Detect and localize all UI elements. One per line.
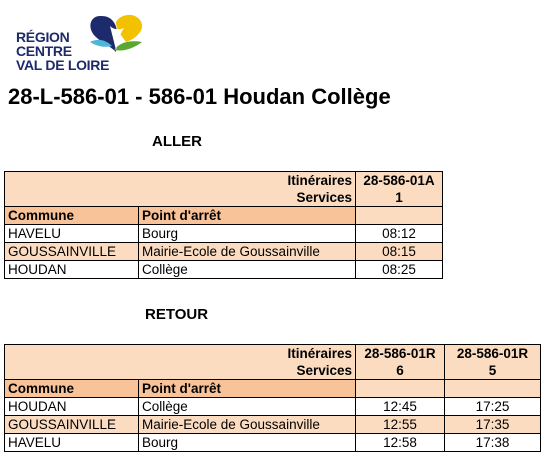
page-title: 28-L-586-01 - 586-01 Houdan Collège xyxy=(8,84,391,109)
service-number: 1 xyxy=(356,189,443,207)
service-number: 5 xyxy=(445,362,541,380)
commune-cell: HAVELU xyxy=(5,225,139,243)
arret-header: Point d'arrêt xyxy=(139,207,356,225)
aller-heading: ALLER xyxy=(152,133,202,150)
itineraire-code: 28-586-01R xyxy=(356,345,445,363)
commune-cell: HOUDAN xyxy=(5,398,139,416)
time-cell: 08:25 xyxy=(356,261,443,279)
arret-cell: Collège xyxy=(139,398,356,416)
itineraire-code: 28-586-01R xyxy=(445,345,541,363)
arret-cell: Collège xyxy=(139,261,356,279)
commune-header: Commune xyxy=(5,207,139,225)
arret-cell: Bourg xyxy=(139,225,356,243)
time-cell: 08:15 xyxy=(356,243,443,261)
arret-header: Point d'arrêt xyxy=(139,380,356,398)
column-header-row xyxy=(5,380,541,398)
arret-cell: Mairie-Ecole de Goussainville xyxy=(139,416,356,434)
retour-heading: RETOUR xyxy=(145,306,209,323)
table-row xyxy=(5,243,443,261)
table-row xyxy=(5,225,443,243)
time-cell: 17:25 xyxy=(445,398,541,416)
services-label: Services xyxy=(5,362,356,380)
header-row-itineraires xyxy=(5,345,541,363)
time-cell: 08:12 xyxy=(356,225,443,243)
table-row xyxy=(5,398,541,416)
table-row xyxy=(5,261,443,279)
header-spacer xyxy=(356,207,443,225)
logo-wordmark: RÉGION CENTRE VAL DE LOIRE xyxy=(16,29,110,73)
commune-cell: GOUSSAINVILLE xyxy=(5,243,139,261)
commune-cell: HOUDAN xyxy=(5,261,139,279)
service-number: 6 xyxy=(356,362,445,380)
services-label: Services xyxy=(5,189,356,207)
retour-table xyxy=(4,344,541,452)
itineraires-label: Itinéraires xyxy=(5,172,356,190)
time-cell: 17:38 xyxy=(445,434,541,452)
arret-cell: Mairie-Ecole de Goussainville xyxy=(139,243,356,261)
commune-header: Commune xyxy=(5,380,139,398)
region-logo xyxy=(16,12,136,72)
header-row-itineraires xyxy=(5,172,443,190)
time-cell: 12:58 xyxy=(356,434,445,452)
commune-cell: HAVELU xyxy=(5,434,139,452)
header-spacer xyxy=(445,380,541,398)
time-cell: 12:55 xyxy=(356,416,445,434)
column-header-row xyxy=(5,207,443,225)
header-spacer xyxy=(356,380,445,398)
commune-cell: GOUSSAINVILLE xyxy=(5,416,139,434)
itineraire-code: 28-586-01A xyxy=(356,172,443,190)
table-row xyxy=(5,434,541,452)
time-cell: 12:45 xyxy=(356,398,445,416)
itineraires-label: Itinéraires xyxy=(5,345,356,363)
header-row-services xyxy=(5,362,541,380)
header-row-services xyxy=(5,189,443,207)
arret-cell: Bourg xyxy=(139,434,356,452)
time-cell: 17:35 xyxy=(445,416,541,434)
table-row xyxy=(5,416,541,434)
aller-table xyxy=(4,171,443,279)
